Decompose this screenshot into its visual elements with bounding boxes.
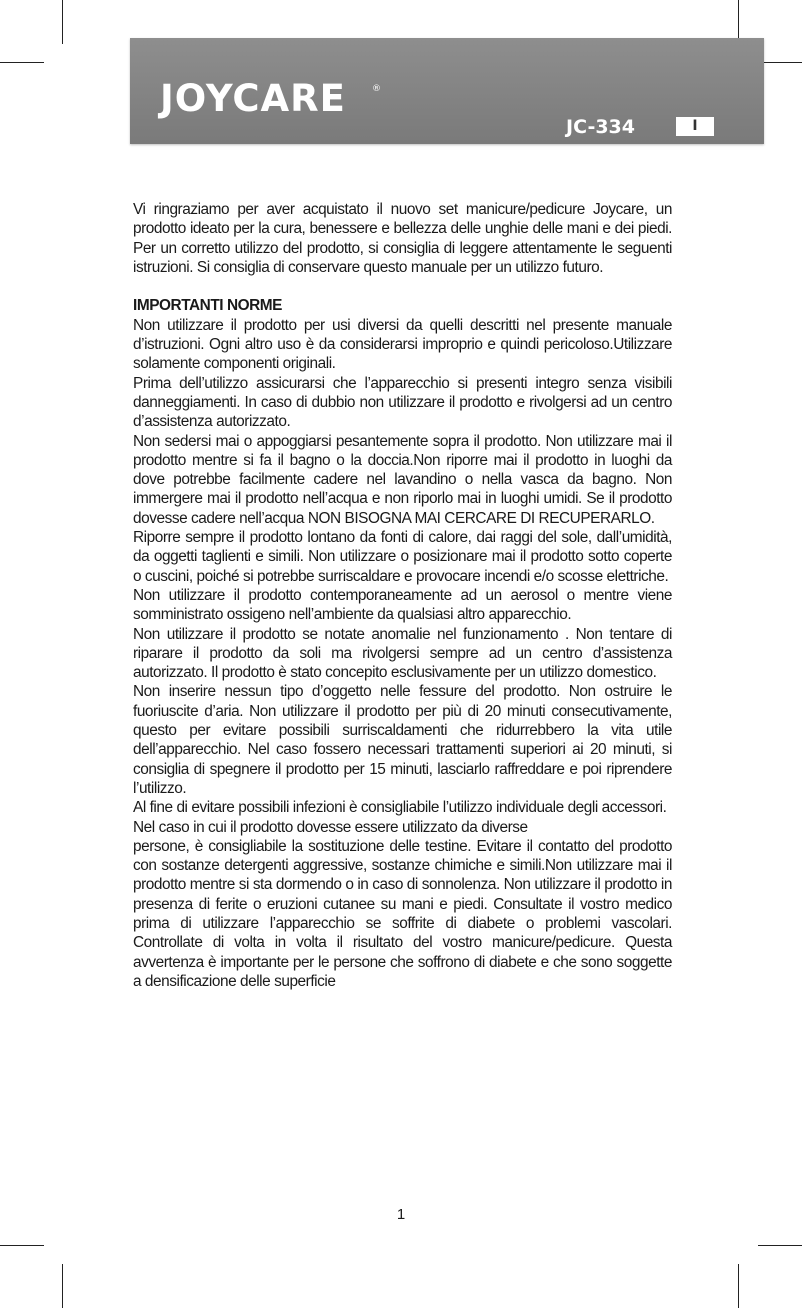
manual-body <box>133 200 672 991</box>
body-paragraph: Al fine di evitare possibili infezioni è consigliabile l’utilizzo individuale degli accessori. Nel caso in cui il prodotto dovesse essere utilizzato da diverse <box>133 799 667 836</box>
crop-mark <box>0 62 44 63</box>
body-paragraph: Non utilizzare il prodotto contemporaneamente ad un aerosol o mentre viene somministrato ossigeno nell’ambiente da qualsiasi altro apparecchio. <box>133 586 672 624</box>
crop-mark <box>758 62 802 63</box>
body-paragraph: Non sedersi mai o appoggiarsi pesantemente sopra il prodotto. Non utilizzare mai il prodotto mentre si fa il bagno o la doccia.Non riporre mai il prodotto in luoghi da dove potrebbe facilmente cadere nel lavandino o nella vasca da bagno. Non immergere mai il prodotto nell’acqua e non riporlo mai in luoghi umidi. Se il prodotto dovesse cadere nell’acqua NON BISOGNA MAI CERCARE DI RECUPERARLO. <box>133 432 672 527</box>
body-paragraph: Prima dell’utilizzo assicurarsi che l’apparecchio si presenti integro senza visibili danneggiamenti. In caso di dubbio non utilizzare il prodotto e rivolgersi ad un centro d’assistenza autorizzato. <box>133 374 672 431</box>
paragraph-gap <box>133 277 672 296</box>
crop-mark <box>62 0 63 44</box>
crop-mark <box>0 1245 44 1246</box>
crop-mark <box>62 1264 63 1308</box>
page-number: 1 <box>396 1206 406 1223</box>
brand-logo: JOYCARE <box>160 77 346 120</box>
language-code-badge: I <box>676 117 714 136</box>
section-title: IMPORTANTI NORME <box>133 297 282 315</box>
registered-mark: ® <box>372 84 381 94</box>
intro-paragraph: Vi ringraziamo per aver acquistato il nuovo set manicure/pedicure Joycare, un prodotto ideato per la cura, benessere e bellezza delle unghie delle mani e dei piedi. Per un corretto utilizzo del prodotto, si consiglia di leggere attentamente le seguenti istruzioni. Si consiglia di conservare questo manuale per un utilizzo futuro. <box>133 201 672 276</box>
body-paragraph: Riporre sempre il prodotto lontano da fonti di calore, dai raggi del sole, dall’umidità, da oggetti taglienti e simili. Non utilizzare o posizionare mai il prodotto sotto coperte o cuscini, poiché si potrebbe surriscaldare e provocare incendi e/o scosse elettriche. <box>133 529 672 585</box>
crop-mark <box>758 1245 802 1246</box>
model-number: JC-334 <box>566 116 635 138</box>
body-paragraph: Non inserire nessun tipo d’oggetto nelle fessure del prodotto. Non ostruire le fuoriuscite d’aria. Non utilizzare il prodotto per più di 20 minuti consecutivamente, questo per evitare possibili surriscaldamenti che ridurrebbero la vita utile dell’apparecchio. Nel caso fossero necessari trattamenti superiori ai 20 minuti, si consiglia di spegnere il prodotto per 15 minuti, lasciarlo raffreddare e poi riprendere l’utilizzo. <box>133 683 672 797</box>
crop-mark <box>738 1264 739 1308</box>
body-paragraph: Non utilizzare il prodotto se notate anomalie nel funzionamento . Non tentare di riparare il prodotto da soli ma rivolgersi sempre ad un centro d’assistenza autorizzato. Il prodotto è stato concepito esclusivamente per un utilizzo domestico. <box>133 625 672 682</box>
body-paragraph: persone, è consigliabile la sostituzione delle testine. Evitare il contatto del prodotto con sostanze detergenti aggressive, sostanze chimiche e simili.Non utilizzare mai il prodotto mentre si sta dormendo o in caso di sonnolenza. Non utilizzare il prodotto in presenza di ferite o eruzioni cutanee su mani e piedi. Consultate il vostro medico prima di utilizzare l’apparecchio se soffrite di diabete o problemi vascolari. Controllate di volta in volta il risultato del vostro manicure/pedicure. Questa avvertenza è importante per le persone che soffrono di diabete e che sono soggette a densificazione delle superficie <box>133 837 672 990</box>
body-paragraph: Non utilizzare il prodotto per usi diversi da quelli descritti nel presente manuale d’istruzioni. Ogni altro uso è da considerarsi improprio e quindi pericoloso.Utilizzare solamente componenti originali. <box>133 316 672 373</box>
